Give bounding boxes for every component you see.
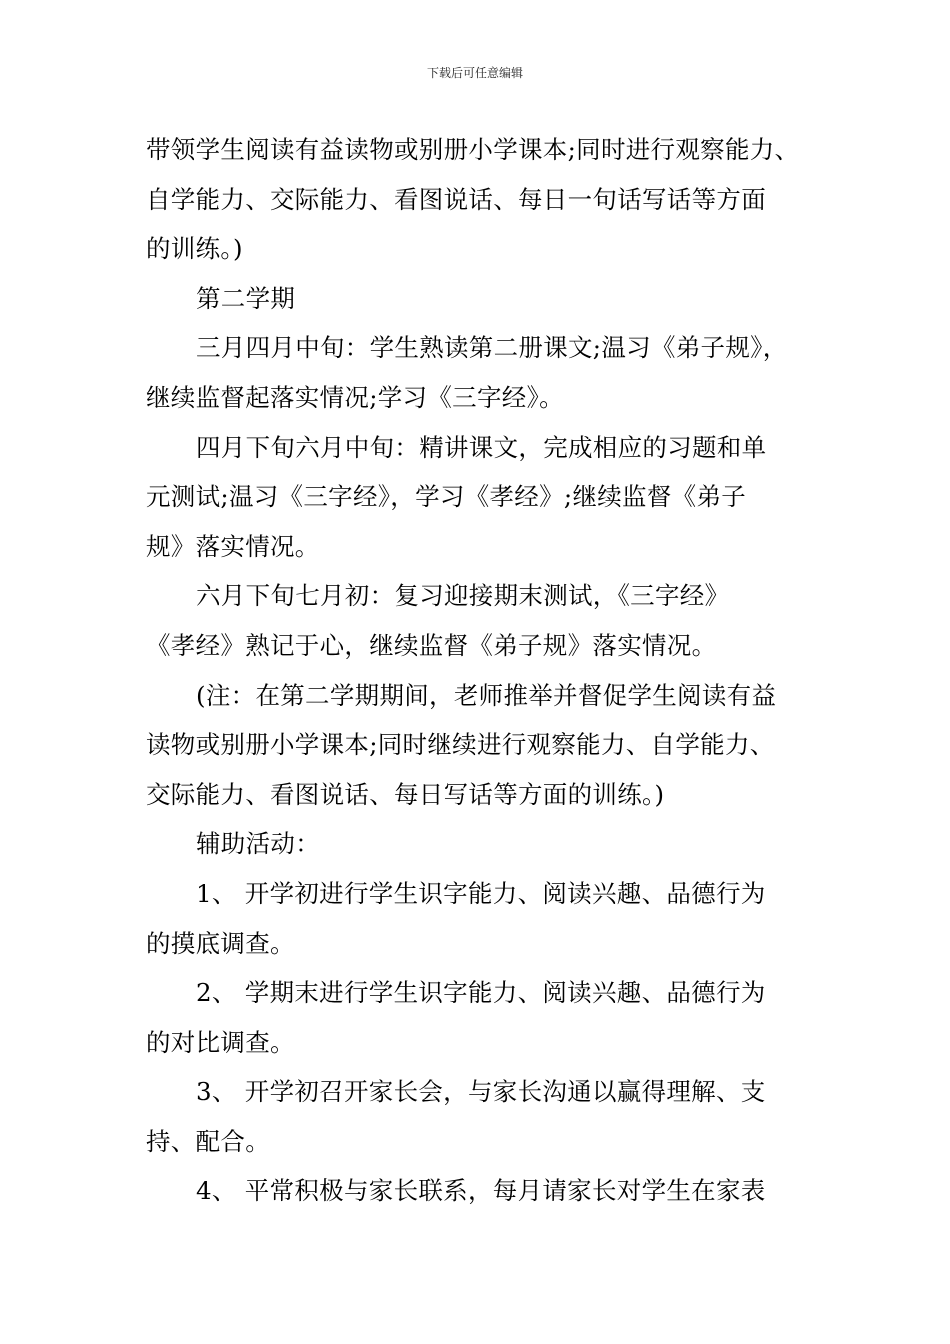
page-header: 下载后可任意编辑	[426, 66, 523, 80]
text-line: 交际能力、看图说话、每日写话等方面的训练。)	[146, 779, 665, 809]
text-line: 2、 学期末进行学生识字能力、阅读兴趣、品德行为	[196, 978, 766, 1008]
text-line: 4、 平常积极与家长联系，每月请家长对学生在家表	[196, 1176, 766, 1206]
text-line: 3、 开学初召开家长会，与家长沟通以赢得理解、支	[196, 1077, 766, 1107]
text-line: 规》落实情况。	[146, 531, 320, 561]
text-line: 自学能力、交际能力、看图说话、每日一句话写话等方面	[146, 184, 766, 214]
text-line: 的摸底调查。	[146, 928, 295, 958]
text-line: 的对比调查。	[146, 1027, 295, 1057]
text-line: 六月下旬七月初：复习迎接期末测试，《三字经》	[196, 581, 730, 611]
text-line: 辅助活动：	[196, 829, 320, 859]
paragraph	[146, 819, 826, 869]
paragraph	[146, 968, 826, 1067]
paragraph	[146, 671, 826, 820]
paragraph	[146, 571, 826, 670]
text-line: 三月四月中旬：学生熟读第二册课文;温习《弟子规》，	[196, 333, 788, 363]
paragraph	[146, 125, 826, 274]
text-line: 的训练。)	[146, 234, 243, 264]
paragraph	[146, 869, 826, 968]
text-line: 带领学生阅读有益读物或别册小学课本;同时进行观察能力、	[146, 135, 800, 164]
text-line: 读物或别册小学课本;同时继续进行观察能力、自学能力、	[146, 730, 775, 760]
text-line: (注：在第二学期期间，老师推举并督促学生阅读有益	[196, 680, 777, 710]
paragraph	[146, 274, 826, 324]
text-line: 第二学期	[196, 283, 296, 313]
paragraph	[146, 1166, 826, 1216]
document-body	[146, 125, 826, 1216]
text-line: 1、 开学初进行学生识字能力、阅读兴趣、品德行为	[196, 878, 766, 908]
text-line: 继续监督起落实情况;学习《三字经》。	[146, 382, 564, 412]
text-line: 元测试;温习《三字经》，学习《孝经》;继续监督《弟子	[146, 482, 747, 512]
text-line: 四月下旬六月中旬：精讲课文，完成相应的习题和单	[196, 432, 767, 462]
paragraph	[146, 423, 826, 572]
paragraph	[146, 323, 826, 422]
text-line: 《孝经》熟记于心，继续监督《弟子规》落实情况。	[146, 630, 717, 660]
paragraph	[146, 1067, 826, 1166]
text-line: 持、配合。	[146, 1126, 270, 1156]
